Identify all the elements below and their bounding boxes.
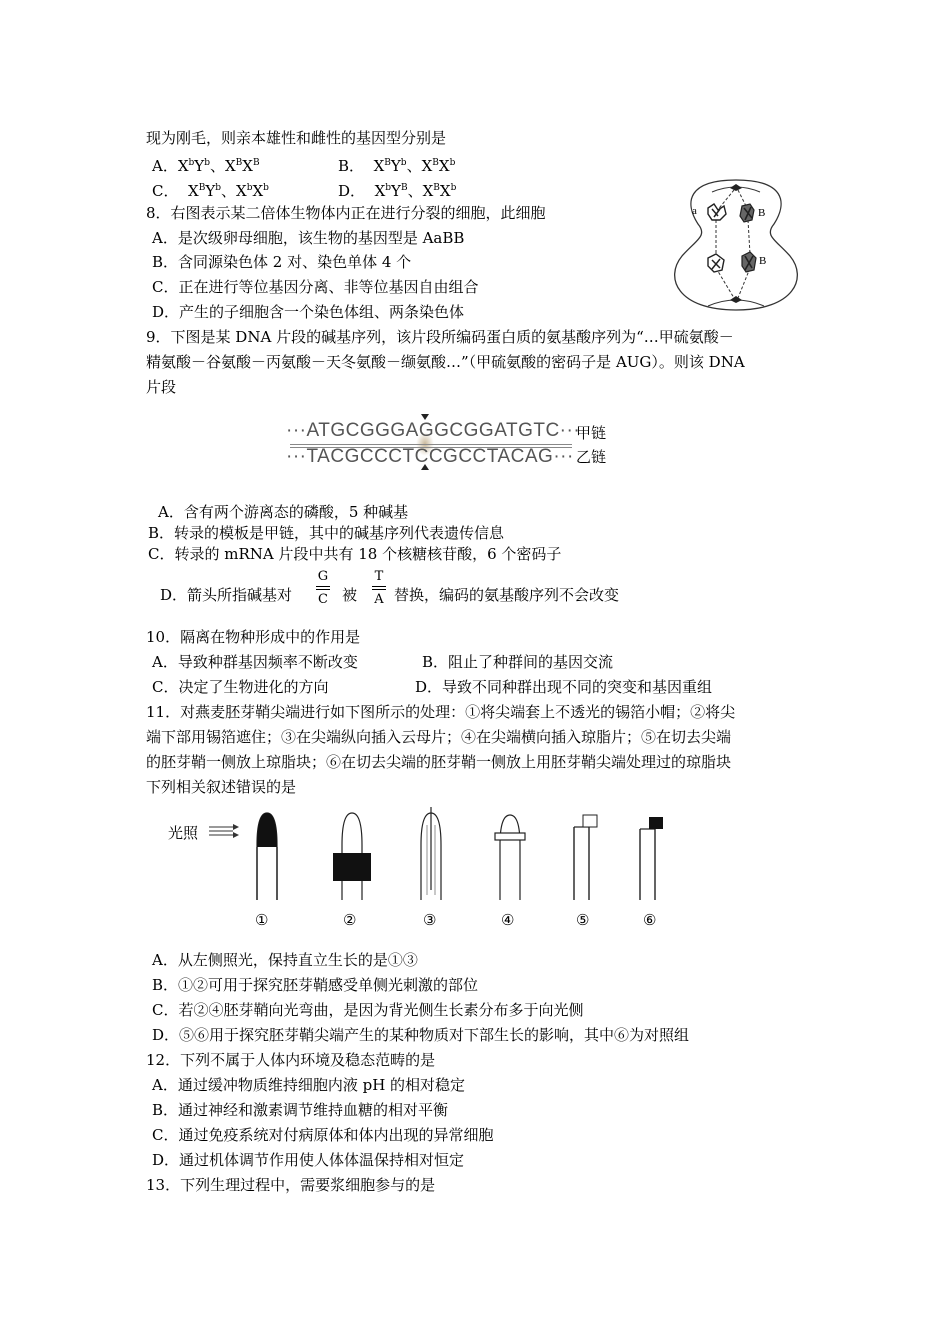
coleoptile-number-3: ③: [423, 911, 437, 929]
strand-label-jia: 甲链: [576, 424, 607, 442]
q10-option-d[interactable]: D．导致不同种群出现不同的突变和基因重组: [415, 678, 713, 696]
arrow-up-icon: [421, 464, 429, 470]
q7-option-a[interactable]: A．$X^bY^b$、$X^BX^B$: [152, 157, 260, 175]
coleoptile-5-plain-agar: [574, 815, 597, 900]
strand-label-yi: 乙链: [576, 448, 607, 466]
dna-strand-jia: ···ATGCGGGAGGCGGATGTC···: [286, 420, 581, 441]
coleoptile-number-1: ①: [255, 911, 269, 929]
q10-stem: 10．隔离在物种形成中的作用是: [146, 628, 361, 646]
q12-stem: 12．下列不属于人体内环境及稳态范畴的是: [146, 1051, 436, 1069]
q12-option-b[interactable]: B．通过神经和激素调节维持血糖的相对平衡: [152, 1101, 449, 1119]
chromosome-lower-right: [742, 252, 756, 272]
q10-option-c[interactable]: C．决定了生物进化的方向: [152, 678, 329, 696]
q11-option-b[interactable]: B．①②可用于探究胚芽鞘感受单侧光刺激的部位: [152, 976, 479, 994]
q11-stem-line-4: 下列相关叙述错误的是: [146, 778, 297, 796]
q11-option-a[interactable]: A．从左侧照光，保持直立生长的是①③: [152, 951, 418, 969]
q11-stem-line-2: 端下部用锡箔遮住；③在尖端纵向插入云母片；④在尖端横向插入琼脂片；⑤在切去尖端: [146, 728, 732, 746]
coleoptile-number-5: ⑤: [576, 911, 590, 929]
q7-stem-line: 现为刚毛，则亲本雄性和雌性的基因型分别是: [146, 129, 447, 147]
gene-label-b-upper: B: [758, 207, 766, 219]
coleoptile-number-2: ②: [343, 911, 357, 929]
coleoptile-2-foil-base: [333, 813, 371, 900]
chromosome-lower-left: [708, 254, 724, 272]
base-pair-replacement: T A: [371, 570, 387, 607]
gene-label-b-lower: B: [759, 255, 767, 267]
coleoptile-experiment-figure: [205, 805, 685, 930]
q8-option-d[interactable]: D．产生的子细胞含一个染色体组、两条染色体: [152, 303, 465, 321]
q8-option-b[interactable]: B．含同源染色体 2 对、染色单体 4 个: [152, 253, 412, 271]
coleoptile-3-mica-vertical: [421, 807, 441, 900]
q11-stem-line-3: 的胚芽鞘一侧放上琼脂块；⑥在切去尖端的胚芽鞘一侧放上用胚芽鞘尖端处理过的琼脂块: [146, 753, 732, 771]
q11-option-d[interactable]: D．⑤⑥用于探究胚芽鞘尖端产生的某种物质对下部生长的影响，其中⑥为对照组: [152, 1026, 690, 1044]
gene-label-a: a: [692, 205, 697, 217]
q9-option-c[interactable]: C．转录的 mRNA 片段中共有 18 个核糖核苷酸，6 个密码子: [148, 545, 562, 563]
coleoptile-number-6: ⑥: [643, 911, 657, 929]
q8-option-a[interactable]: A．是次级卵母细胞，该生物的基因型是 AaBB: [152, 229, 465, 247]
coleoptile-4-agar-horizontal: [495, 815, 525, 900]
q12-option-d[interactable]: D．通过机体调节作用使人体体温保持相对恒定: [152, 1151, 465, 1169]
q11-stem-line-1: 11．对燕麦胚芽鞘尖端进行如下图所示的处理：①将尖端套上不透光的锡箔小帽；②将尖: [146, 703, 736, 721]
coleoptile-1-foil-cap: [257, 813, 277, 900]
q9-stem-line-2: 精氨酸－谷氨酸－丙氨酸－天冬氨酸－缬氨酸…”（甲硫氨酸的密码子是 AUG）。则该 DNA: [146, 353, 745, 371]
light-arrow-icon: [209, 824, 239, 838]
q9d-suffix: 替换，编码的氨基酸序列不会改变: [394, 586, 620, 604]
chromosome-upper-right: [740, 204, 754, 222]
q9-option-a[interactable]: A．含有两个游离态的磷酸，5 种碱基: [158, 503, 409, 521]
dna-strand-yi: ···TACGCCCTCCGCCTACAG···: [286, 446, 574, 467]
q9-stem-line-3: 片段: [146, 378, 177, 396]
strand-divider-top: [290, 444, 572, 445]
dividing-cell-figure: [668, 176, 804, 316]
light-label: 光照: [168, 824, 199, 842]
chromosome-upper-left: [708, 204, 726, 220]
q9d-prefix: D．箭头所指碱基对: [160, 586, 293, 604]
q10-option-a[interactable]: A．导致种群基因频率不断改变: [152, 653, 358, 671]
q9-option-b[interactable]: B．转录的模板是甲链，其中的碱基序列代表遗传信息: [148, 524, 505, 542]
q8-stem: 8．右图表示某二倍体生物体内正在进行分裂的细胞，此细胞: [146, 204, 546, 222]
q12-option-a[interactable]: A．通过缓冲物质维持细胞内液 pH 的相对稳定: [152, 1076, 466, 1094]
q11-option-c[interactable]: C．若②④胚芽鞘向光弯曲，是因为背光侧生长素分布多于向光侧: [152, 1001, 584, 1019]
q13-stem: 13．下列生理过程中，需要浆细胞参与的是: [146, 1176, 436, 1194]
q7-option-c[interactable]: C． $X^BY^b$、$X^bX^b$: [152, 182, 269, 200]
q12-option-c[interactable]: C．通过免疫系统对付病原体和体内出现的异常细胞: [152, 1126, 494, 1144]
coleoptile-number-4: ④: [501, 911, 515, 929]
base-pair-original: G C: [317, 569, 329, 607]
q9-stem-line-1: 9．下图是某 DNA 片段的碱基序列，该片段所编码蛋白质的氨基酸序列为“…甲硫氨酸－: [146, 328, 734, 346]
q10-option-b[interactable]: B．阻止了种群间的基因交流: [422, 653, 614, 671]
q9d-middle: 被: [342, 586, 358, 604]
dna-sequence-figure: [286, 412, 626, 470]
q7-option-b[interactable]: B． $X^BY^b$、$X^BX^b$: [338, 157, 456, 175]
q8-option-c[interactable]: C．正在进行等位基因分离、非等位基因自由组合: [152, 278, 479, 296]
q7-option-d[interactable]: D． $X^bY^B$、$X^BX^b$: [338, 182, 457, 200]
coleoptile-6-treated-agar: [640, 817, 663, 900]
